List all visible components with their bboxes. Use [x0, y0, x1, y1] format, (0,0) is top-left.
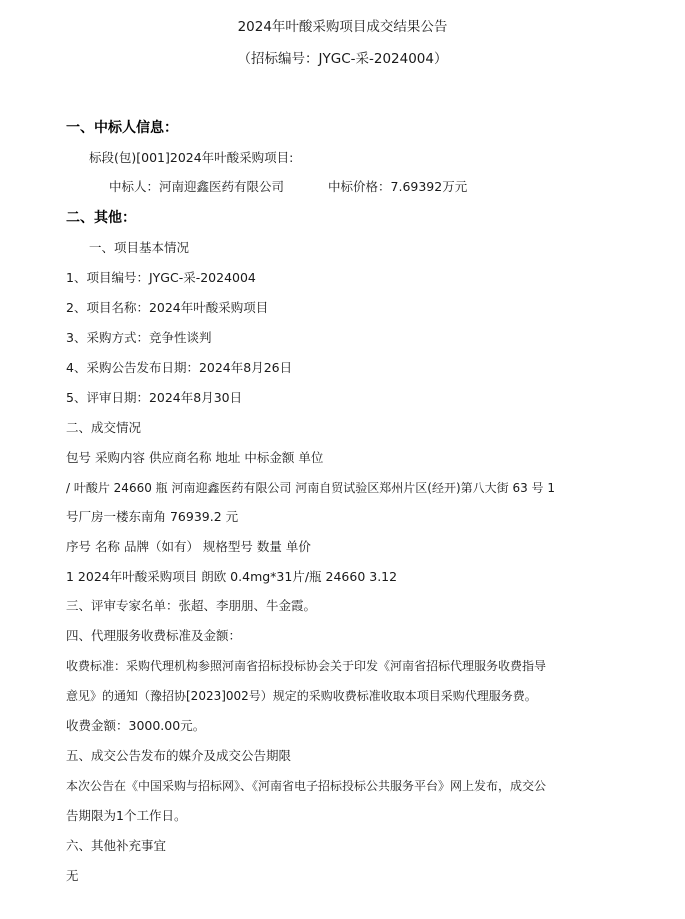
fee-heading: 四、代理服务收费标准及金额： — [66, 628, 242, 643]
deal-table-header: 包号 采购内容 供应商名称 地址 中标金额 单位 — [66, 450, 324, 465]
section-winner-heading: 一、中标人信息： — [66, 120, 178, 136]
winner-price: 中标价格：7.69392万元 — [328, 179, 468, 194]
fee-amount: 收费金额：3000.00元。 — [66, 718, 206, 733]
media-line-1: 本次公告在《中国采购与招标网》、《河南省电子招标投标公共服务平台》网上发布，成交公 — [66, 779, 547, 793]
tender-number: （招标编号：JYGC-采-2024004） — [237, 51, 448, 67]
fee-standard-line-2: 意见》的通知（豫招协[2023]002号）规定的采购收费标准收取本项目采购代理服务费。 — [66, 689, 537, 703]
deal-table-row: / 叶酸片 24660 瓶 河南迎鑫医药有限公司 河南自贸试验区郑州片区(经开)第八大街 63 号 1 — [66, 481, 556, 495]
procurement-method: 3、采购方式：竞争性谈判 — [66, 330, 212, 345]
basic-info-heading: 一、项目基本情况 — [89, 240, 190, 255]
announcement-date: 4、采购公告发布日期：2024年8月26日 — [66, 360, 293, 375]
detail-table-header: 序号 名称 品牌（如有） 规格型号 数量 单价 — [66, 539, 311, 554]
deal-table-row-cont: 号厂房一楼东南角 76939.2 元 — [66, 509, 239, 524]
other-heading: 六、其他补充事宜 — [66, 838, 167, 853]
project-number: 1、项目编号：JYGC-采-2024004 — [66, 270, 256, 285]
section-other-heading: 二、其他： — [66, 210, 136, 226]
project-name: 2、项目名称：2024年叶酸采购项目 — [66, 300, 269, 315]
fee-standard-line-1: 收费标准：采购代理机构参照河南省招标投标协会关于印发《河南省招标代理服务收费指导 — [66, 659, 547, 673]
winner-name: 中标人：河南迎鑫医药有限公司 — [109, 179, 285, 194]
winner-row — [109, 179, 467, 195]
media-line-2: 告期限为1个工作日。 — [66, 808, 187, 823]
announcement-title: 2024年叶酸采购项目成交结果公告 — [237, 19, 448, 35]
deal-heading: 二、成交情况 — [66, 420, 142, 435]
detail-table-row: 1 2024年叶酸采购项目 朗欧 0.4mg*31片/瓶 24660 3.12 — [66, 569, 398, 584]
other-value: 无 — [66, 868, 79, 883]
lot-label: 标段(包)[001]2024年叶酸采购项目: — [89, 150, 294, 165]
review-date: 5、评审日期：2024年8月30日 — [66, 390, 243, 405]
media-heading: 五、成交公告发布的媒介及成交公告期限 — [66, 748, 292, 763]
experts-list: 三、评审专家名单：张超、李朋朋、牛金霞。 — [66, 598, 317, 613]
